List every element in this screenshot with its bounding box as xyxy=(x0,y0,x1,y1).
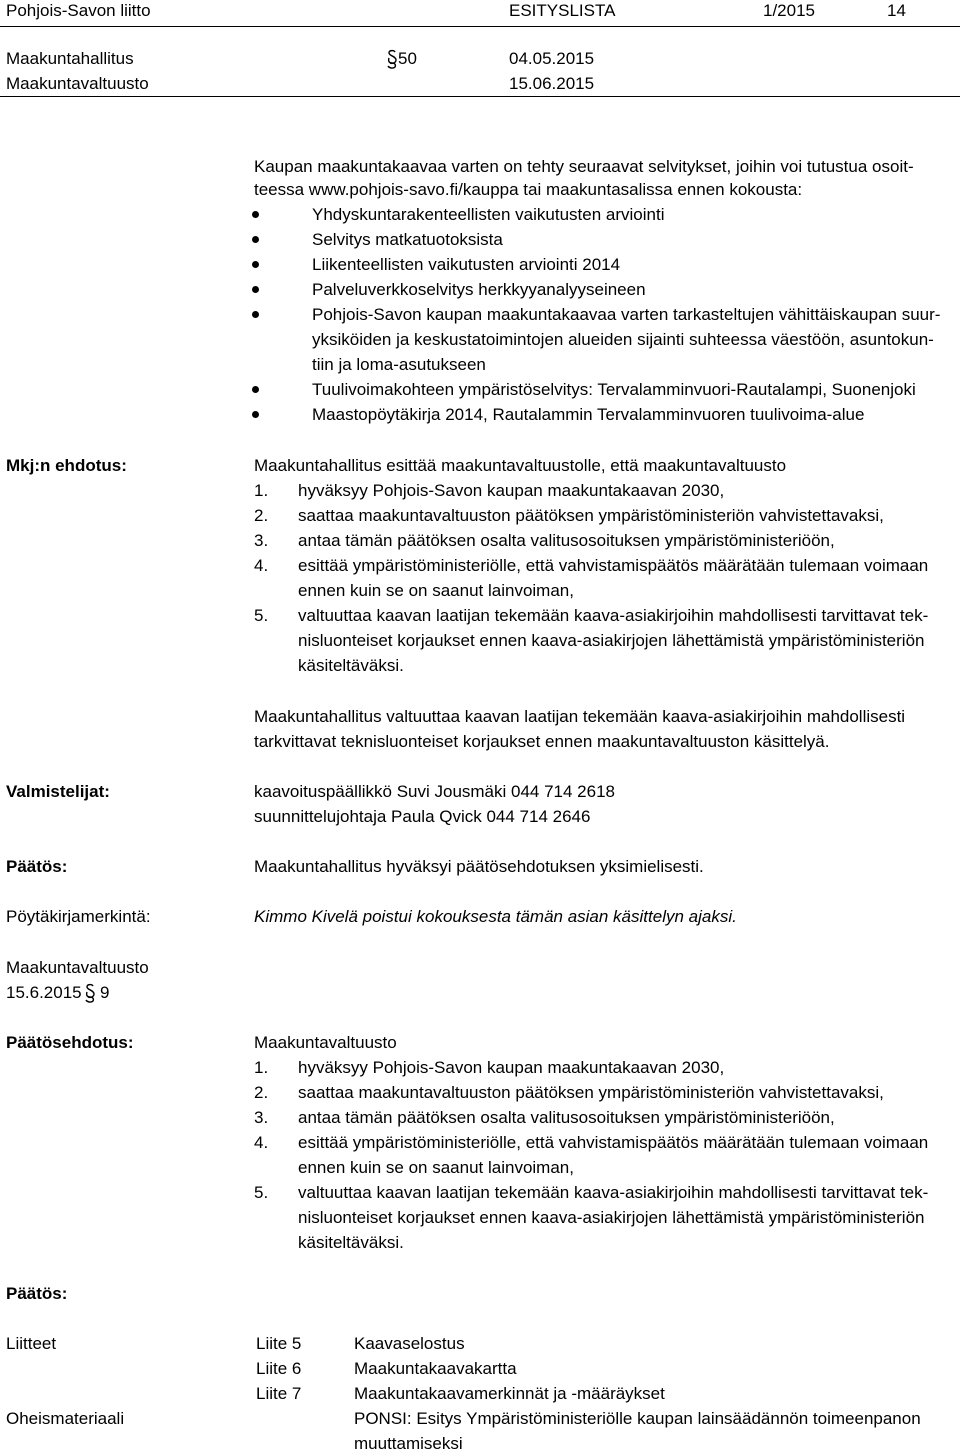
list-item: Yhdyskuntarakenteellisten vaikutusten arviointi xyxy=(312,205,665,224)
item-number: 5. xyxy=(254,606,269,625)
mkj-proposal-label: Mkj:n ehdotus: xyxy=(6,456,127,475)
header-number-1: 50 xyxy=(398,49,417,68)
section-sign-icon xyxy=(83,983,97,1003)
decision-proposal-label: Päätösehdotus: xyxy=(6,1033,134,1052)
other-material-line: PONSI: Esitys Ympäristöministeriölle kaupan lainsäädännön toimeenpanon xyxy=(354,1409,921,1428)
attachment-name: Maakuntakaavamerkinnät ja -määräykset xyxy=(354,1384,665,1403)
item-number: 4. xyxy=(254,556,269,575)
attachment-id: Liite 5 xyxy=(256,1334,302,1353)
bullet-icon xyxy=(252,411,259,418)
item-number: 2. xyxy=(254,1083,269,1102)
section-sign-icon xyxy=(385,49,399,69)
attachment-name: Maakuntakaavakartta xyxy=(354,1359,517,1378)
numbered-item: hyväksyy Pohjois-Savon kaupan maakuntakaavan 2030, xyxy=(298,1058,725,1077)
numbered-item: valtuuttaa kaavan laatijan tekemään kaava-asiakirjoihin mahdollisesti tarvittavat tek- xyxy=(298,1183,929,1202)
list-item: Selvitys matkatuotoksista xyxy=(312,230,503,249)
council-title: Maakuntavaltuusto xyxy=(6,958,149,977)
item-number: 2. xyxy=(254,506,269,525)
numbered-item: valtuuttaa kaavan laatijan tekemään kaava-asiakirjoihin mahdollisesti tarvittavat tek- xyxy=(298,606,929,625)
decision-proposal-lead: Maakuntavaltuusto xyxy=(254,1033,397,1052)
attachment-name: Kaavaselostus xyxy=(354,1334,465,1353)
org-name: Pohjois-Savon liitto xyxy=(6,1,151,20)
council-date: 15.6.2015 xyxy=(6,983,82,1002)
header-divider xyxy=(0,26,960,27)
closing-line: Maakuntahallitus valtuuttaa kaavan laatijan tekemään kaava-asiakirjoihin mahdollisesti xyxy=(254,707,906,726)
list-item-continuation: tiin ja loma-asutukseen xyxy=(312,355,486,374)
numbered-item: antaa tämän päätöksen osalta valitusosoituksen ympäristöministeriöön, xyxy=(298,531,835,550)
header-body-1: Maakuntahallitus xyxy=(6,49,134,68)
header-date-1: 04.05.2015 xyxy=(509,49,595,68)
minutes-note-text: Kimmo Kivelä poistui kokouksesta tämän asian käsittelyn ajaksi. xyxy=(254,907,737,926)
numbered-item-continuation: nisluonteiset korjaukset ennen kaava-asiakirjojen lähettämistä ympäristöministeriön xyxy=(298,1208,925,1227)
bullet-icon xyxy=(252,286,259,293)
numbered-item: esittää ympäristöministeriölle, että vahvistamispäätös määrätään tulemaan voimaan xyxy=(298,556,929,575)
doc-type: ESITYSLISTA xyxy=(509,1,616,20)
preparer-line: suunnittelujohtaja Paula Qvick 044 714 2646 xyxy=(254,807,591,826)
numbered-item-continuation: ennen kuin se on saanut lainvoiman, xyxy=(298,1158,574,1177)
list-item-continuation: yksiköiden ja keskustatoimintojen alueiden sijainti suhteessa väestöön, asuntokun- xyxy=(312,330,934,349)
list-item: Liikenteellisten vaikutusten arviointi 2014 xyxy=(312,255,621,274)
numbered-item: saattaa maakuntavaltuuston päätöksen ympäristöministeriön vahvistettavaksi, xyxy=(298,1083,884,1102)
list-item: Pohjois-Savon kaupan maakuntakaavaa varten tarkasteltujen vähittäiskaupan suur- xyxy=(312,305,941,324)
mkj-proposal-lead: Maakuntahallitus esittää maakuntavaltuustolle, että maakuntavaltuusto xyxy=(254,456,787,475)
item-number: 3. xyxy=(254,1108,269,1127)
item-number: 1. xyxy=(254,1058,269,1077)
item-number: 4. xyxy=(254,1133,269,1152)
bullet-icon xyxy=(252,261,259,268)
header-body-2: Maakuntavaltuusto xyxy=(6,74,149,93)
preparers-label: Valmistelijat: xyxy=(6,782,110,801)
numbered-item: hyväksyy Pohjois-Savon kaupan maakuntakaavan 2030, xyxy=(298,481,725,500)
intro-line: teessa www.pohjois-savo.fi/kauppa tai maakuntasalissa ennen kokousta: xyxy=(254,180,803,199)
header-divider-2 xyxy=(0,96,960,97)
intro-line: Kaupan maakuntakaavaa varten on tehty seuraavat selvitykset, joihin voi tutustua osoit- xyxy=(254,157,914,176)
page-number: 14 xyxy=(887,1,906,20)
council-ref-number: 9 xyxy=(100,983,110,1002)
minutes-note-label: Pöytäkirjamerkintä: xyxy=(6,907,151,926)
bullet-icon xyxy=(252,386,259,393)
preparer-line: kaavoituspäällikkö Suvi Jousmäki 044 714 2618 xyxy=(254,782,616,801)
attachment-id: Liite 7 xyxy=(256,1384,302,1403)
numbered-item: saattaa maakuntavaltuuston päätöksen ympäristöministeriön vahvistettavaksi, xyxy=(298,506,884,525)
decision-label: Päätös: xyxy=(6,857,68,876)
numbered-item: antaa tämän päätöksen osalta valitusosoituksen ympäristöministeriöön, xyxy=(298,1108,835,1127)
decision-text: Maakuntahallitus hyväksyi päätösehdotuksen yksimielisesti. xyxy=(254,857,704,876)
header-date-2: 15.06.2015 xyxy=(509,74,595,93)
attachment-id: Liite 6 xyxy=(256,1359,302,1378)
list-item: Tuulivoimakohteen ympäristöselvitys: Tervalamminvuori-Rautalampi, Suonenjoki xyxy=(312,380,916,399)
other-material-label: Oheismateriaali xyxy=(6,1409,125,1428)
item-number: 3. xyxy=(254,531,269,550)
other-material-line: muuttamiseksi xyxy=(354,1434,463,1453)
list-item: Palveluverkkoselvitys herkkyyanalyyseineen xyxy=(312,280,646,299)
bullet-icon xyxy=(252,311,259,318)
numbered-item-continuation: nisluonteiset korjaukset ennen kaava-asiakirjojen lähettämistä ympäristöministeriön xyxy=(298,631,925,650)
numbered-item-continuation: ennen kuin se on saanut lainvoiman, xyxy=(298,581,574,600)
attachments-label: Liitteet xyxy=(6,1334,57,1353)
decision-label: Päätös: xyxy=(6,1284,68,1303)
bullet-icon xyxy=(252,236,259,243)
issue-number: 1/2015 xyxy=(763,1,815,20)
item-number: 1. xyxy=(254,481,269,500)
list-item: Maastopöytäkirja 2014, Rautalammin Tervalamminvuoren tuulivoima-alue xyxy=(312,405,865,424)
item-number: 5. xyxy=(254,1183,269,1202)
bullet-icon xyxy=(252,211,259,218)
numbered-item: esittää ympäristöministeriölle, että vahvistamispäätös määrätään tulemaan voimaan xyxy=(298,1133,929,1152)
closing-line: tarkvittavat teknisluonteiset korjaukset ennen maakuntavaltuuston käsittelyä. xyxy=(254,732,830,751)
numbered-item-continuation: käsiteltäväksi. xyxy=(298,656,404,675)
numbered-item-continuation: käsiteltäväksi. xyxy=(298,1233,404,1252)
